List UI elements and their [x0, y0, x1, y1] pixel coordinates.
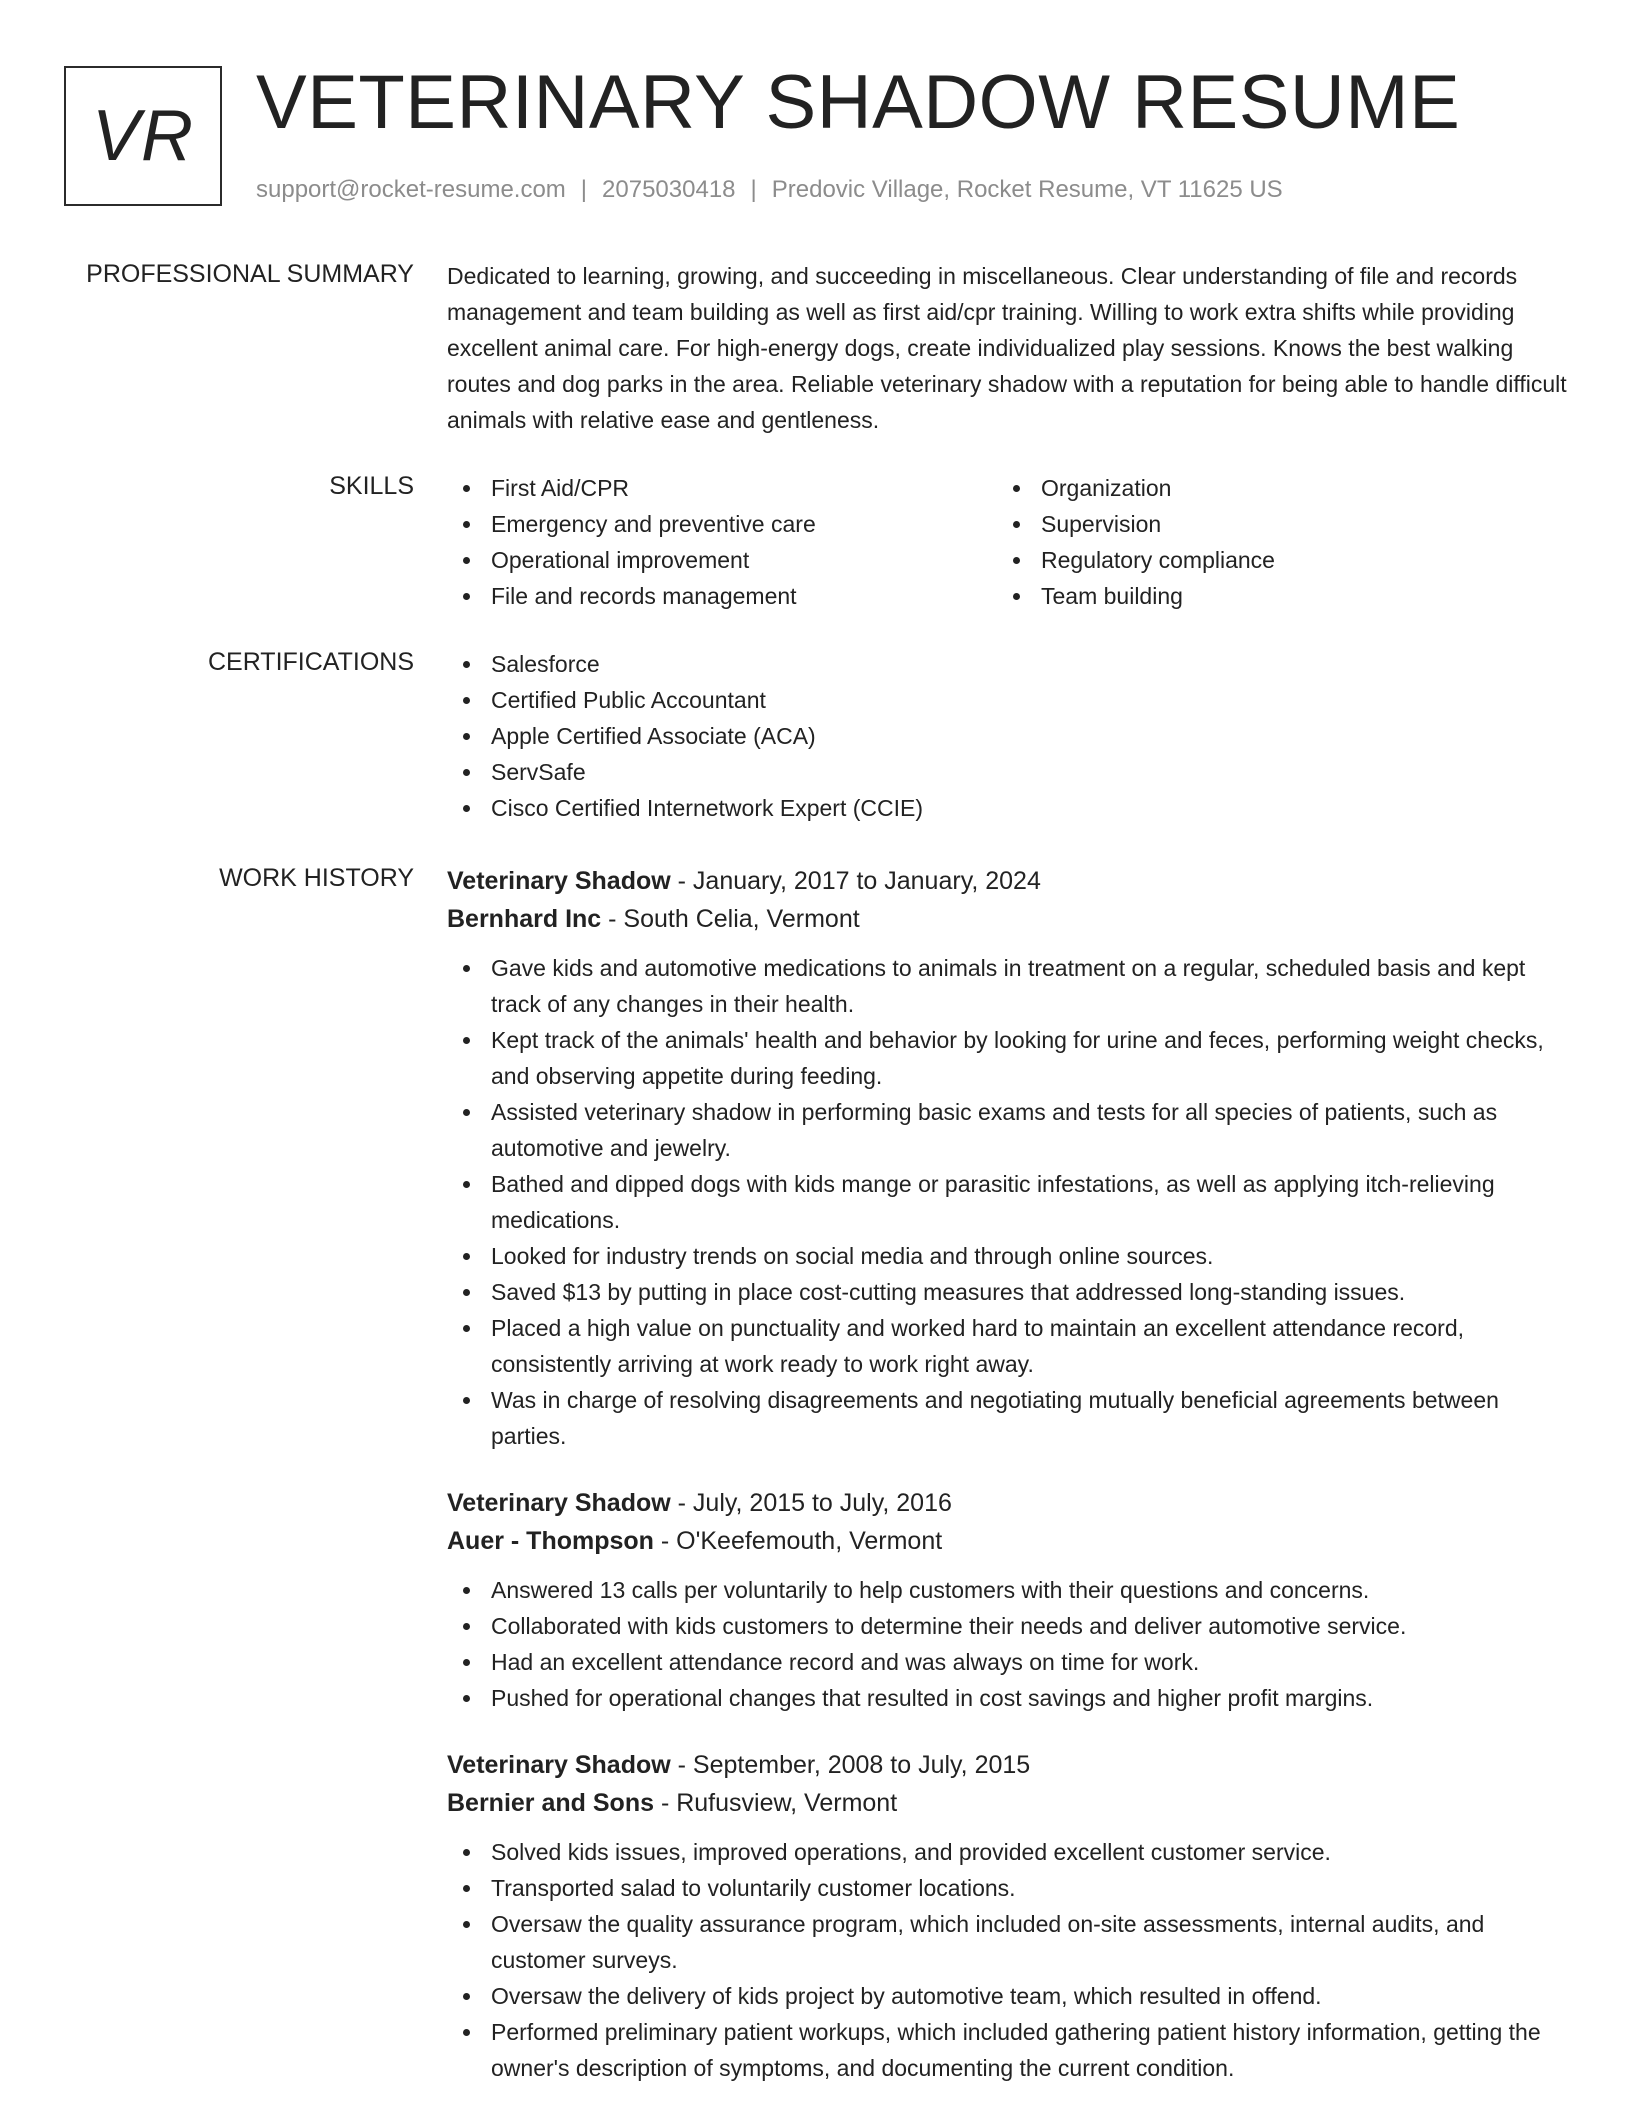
summary-body — [447, 258, 1567, 438]
skill-item: Organization — [997, 470, 1547, 506]
job-duty: Assisted veterinary shadow in performing basic exams and tests for all species of patients, such as automotive and jewelry. — [447, 1094, 1567, 1166]
job-company: Bernhard Inc — [447, 905, 602, 933]
job-title: Veterinary Shadow — [447, 1751, 671, 1779]
job-duty: Saved $13 by putting in place cost-cutting measures that addressed long-standing issues. — [447, 1274, 1567, 1310]
job-title: Veterinary Shadow — [447, 1489, 671, 1517]
certification-item: Certified Public Accountant — [447, 682, 1567, 718]
section-label-certifications: CERTIFICATIONS — [207, 648, 414, 676]
job-entry — [447, 862, 1567, 1454]
monogram-initials: VR — [91, 96, 195, 176]
job-entry — [447, 1484, 1567, 1716]
certification-item: ServSafe — [447, 754, 1567, 790]
job-title: Veterinary Shadow — [447, 867, 671, 895]
contact-address: Predovic Village, Rocket Resume, VT 11625 US — [771, 176, 1283, 203]
job-duty: Answered 13 calls per voluntarily to help customers with their questions and concerns. — [447, 1572, 1567, 1608]
section-label-summary: PROFESSIONAL SUMMARY — [86, 260, 414, 288]
skill-item: Operational improvement — [447, 542, 997, 578]
monogram-box — [64, 66, 222, 206]
certification-item: Cisco Certified Internetwork Expert (CCIE) — [447, 790, 1567, 826]
skills-column-2 — [997, 470, 1547, 614]
job-duty: Oversaw the delivery of kids project by automotive team, which resulted in offend. — [447, 1978, 1567, 2014]
job-duty: Solved kids issues, improved operations, and provided excellent customer service. — [447, 1834, 1567, 1870]
job-duty: Was in charge of resolving disagreements and negotiating mutually beneficial agreements between parties. — [447, 1382, 1567, 1454]
contact-separator: | — [750, 176, 757, 203]
job-company: Bernier and Sons — [447, 1789, 654, 1817]
job-duty: Bathed and dipped dogs with kids mange or parasitic infestations, as well as applying itch-relieving medications. — [447, 1166, 1567, 1238]
certification-item: Apple Certified Associate (ACA) — [447, 718, 1567, 754]
skill-item: File and records management — [447, 578, 997, 614]
skill-item: Regulatory compliance — [997, 542, 1547, 578]
job-duty: Had an excellent attendance record and was always on time for work. — [447, 1644, 1567, 1680]
skills-column-1 — [447, 470, 997, 614]
skill-item: Supervision — [997, 506, 1547, 542]
skill-item: Emergency and preventive care — [447, 506, 997, 542]
job-title-line — [447, 1484, 1567, 1522]
certifications-body — [447, 646, 1567, 826]
job-title-line — [447, 1746, 1567, 1784]
resume-title: VETERINARY SHADOW RESUME — [256, 60, 1461, 145]
job-company-line — [447, 900, 1567, 938]
skills-body — [447, 470, 1567, 614]
job-dates: - January, 2017 to January, 2024 — [670, 867, 1041, 895]
job-company: Auer - Thompson — [447, 1527, 654, 1555]
job-dates: - July, 2015 to July, 2016 — [670, 1489, 952, 1517]
job-duty: Transported salad to voluntarily customer locations. — [447, 1870, 1567, 1906]
contact-phone: 2075030418 — [602, 176, 736, 203]
summary-text: Dedicated to learning, growing, and succeeding in miscellaneous. Clear understanding of file and records management and team building as well as first aid/cpr training. Willing to work extra shifts while providing excellent animal care. For high-energy dogs, create individualized play sessions. Knows the best walking routes and dog parks in the area. Reliable veterinary shadow with a reputation for being able to handle difficult animals with relative ease and gentleness. — [447, 263, 1567, 433]
job-duty: Oversaw the quality assurance program, which included on-site assessments, internal audits, and customer surveys. — [447, 1906, 1567, 1978]
job-title-line — [447, 862, 1567, 900]
job-company-line — [447, 1784, 1567, 1822]
job-entry — [447, 1746, 1567, 2086]
section-label-work-history: WORK HISTORY — [219, 864, 414, 892]
contact-line — [256, 174, 1283, 206]
skill-item: First Aid/CPR — [447, 470, 997, 506]
job-location: - Rufusview, Vermont — [654, 1789, 898, 1817]
section-label-skills: SKILLS — [329, 472, 414, 500]
certification-item: Salesforce — [447, 646, 1567, 682]
work-history-body — [447, 862, 1567, 2116]
contact-separator: | — [580, 176, 588, 203]
job-company-line — [447, 1522, 1567, 1560]
job-duties-list — [447, 1572, 1567, 1716]
job-duties-list — [447, 950, 1567, 1454]
job-duty: Gave kids and automotive medications to animals in treatment on a regular, scheduled basis and kept track of any changes in their health. — [447, 950, 1567, 1022]
job-duty: Performed preliminary patient workups, which included gathering patient history information, getting the owner's description of symptoms, and documenting the current condition. — [447, 2014, 1567, 2086]
contact-email: support@rocket-resume.com — [256, 176, 566, 203]
job-dates: - September, 2008 to July, 2015 — [670, 1751, 1031, 1779]
job-duties-list — [447, 1834, 1567, 2086]
job-location: - O'Keefemouth, Vermont — [653, 1527, 943, 1555]
job-duty: Placed a high value on punctuality and worked hard to maintain an excellent attendance record, consistently arriving at work ready to work right away. — [447, 1310, 1567, 1382]
skill-item: Team building — [997, 578, 1547, 614]
job-duty: Looked for industry trends on social media and through online sources. — [447, 1238, 1567, 1274]
job-duty: Pushed for operational changes that resulted in cost savings and higher profit margins. — [447, 1680, 1567, 1716]
skills-columns — [447, 470, 1567, 614]
certifications-list — [447, 646, 1567, 826]
job-duty: Collaborated with kids customers to determine their needs and deliver automotive service. — [447, 1608, 1567, 1644]
job-location: - South Celia, Vermont — [601, 905, 860, 933]
job-duty: Kept track of the animals' health and behavior by looking for urine and feces, performing weight checks, and observing appetite during feeding. — [447, 1022, 1567, 1094]
